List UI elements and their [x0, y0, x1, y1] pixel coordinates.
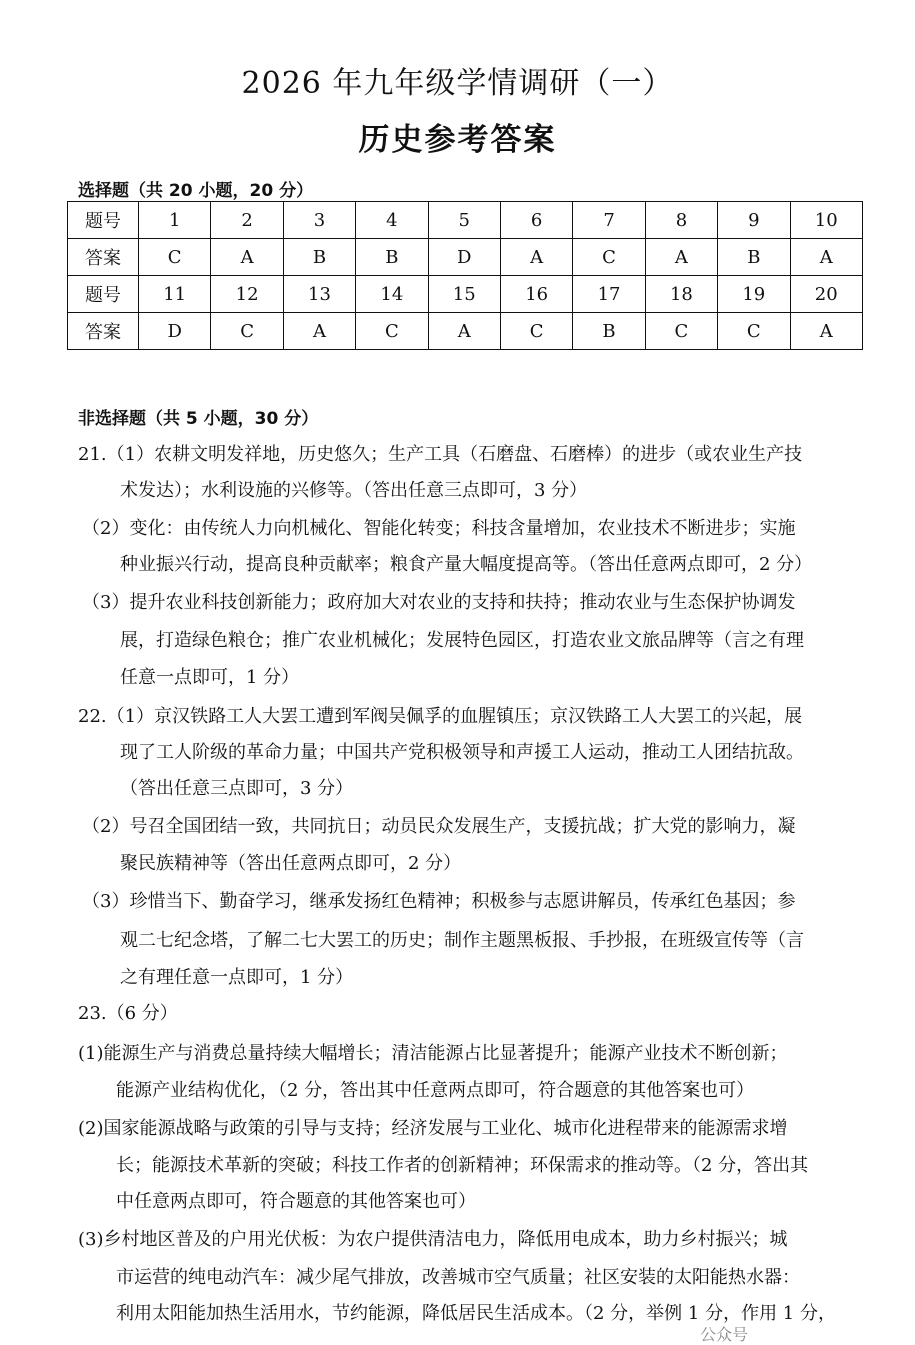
table-cell: 8	[645, 202, 717, 239]
table-cell: D	[428, 239, 500, 276]
table-cell: C	[139, 239, 211, 276]
table-cell: 4	[356, 202, 428, 239]
table-cell: B	[573, 313, 645, 350]
table-cell: D	[139, 313, 211, 350]
table-row	[68, 276, 863, 313]
table-cell: 9	[718, 202, 790, 239]
table-cell: 7	[573, 202, 645, 239]
table-cell: 1	[139, 202, 211, 239]
answer-line: （2）号召全国团结一致，共同抗日；动员民众发展生产，支援抗战；扩大党的影响力，凝	[82, 816, 796, 837]
answer-table	[67, 201, 863, 350]
answer-line: 21.（1）农耕文明发祥地，历史悠久；生产工具（石磨盘、石磨棒）的进步（或农业生产技	[78, 444, 803, 465]
table-cell: 6	[500, 202, 572, 239]
table-cell: C	[645, 313, 717, 350]
row-label: 答案	[68, 239, 139, 276]
answer-line: 展，打造绿色粮仓；推广农业机械化；发展特色园区，打造农业文旅品牌等（言之有理	[120, 630, 804, 651]
table-cell: 12	[211, 276, 283, 313]
table-cell: 10	[790, 202, 862, 239]
table-cell: C	[211, 313, 283, 350]
table-cell: B	[356, 239, 428, 276]
table-cell: A	[500, 239, 572, 276]
answer-line: 任意一点即可，1 分）	[120, 667, 300, 688]
table-row	[68, 239, 863, 276]
table-cell: 17	[573, 276, 645, 313]
table-cell: B	[718, 239, 790, 276]
table-cell: A	[211, 239, 283, 276]
table-cell: A	[645, 239, 717, 276]
answer-line: 22.（1）京汉铁路工人大罢工遭到军阀吴佩孚的血腥镇压；京汉铁路工人大罢工的兴起，展	[78, 706, 803, 727]
table-cell: C	[500, 313, 572, 350]
table-cell: 13	[283, 276, 355, 313]
table-cell: 5	[428, 202, 500, 239]
nonchoice-section-heading: 非选择题（共 5 小题，30 分）	[78, 409, 319, 429]
answer-line: 术发达）；水利设施的兴修等。（答出任意三点即可，3 分）	[120, 480, 588, 501]
answer-line: 观二七纪念塔，了解二七大罢工的历史；制作主题黑板报、手抄报，在班级宣传等（言	[120, 930, 804, 951]
row-label: 题号	[68, 202, 139, 239]
answer-line: (1)能源生产与消费总量持续大幅增长；清洁能源占比显著提升；能源产业技术不断创新；	[78, 1043, 788, 1064]
answer-line: (3)乡村地区普及的户用光伏板：为农户提供清洁电力，降低用电成本，助力乡村振兴；城	[78, 1229, 788, 1250]
table-cell: 18	[645, 276, 717, 313]
table-cell: A	[283, 313, 355, 350]
row-label: 答案	[68, 313, 139, 350]
answer-line: 中任意两点即可，符合题意的其他答案也可）	[116, 1191, 476, 1212]
table-cell: A	[790, 313, 862, 350]
table-cell: 14	[356, 276, 428, 313]
table-row	[68, 313, 863, 350]
table-cell: A	[428, 313, 500, 350]
answer-line: （3）珍惜当下、勤奋学习，继承发扬红色精神；积极参与志愿讲解员，传承红色基因；参	[82, 891, 796, 912]
answer-line: （3）提升农业科技创新能力；政府加大对农业的支持和扶持；推动农业与生态保护协调发	[82, 592, 796, 613]
answer-line: （答出任意三点即可，3 分）	[120, 778, 354, 799]
table-cell: 2	[211, 202, 283, 239]
answer-line: 种业振兴行动，提高良种贡献率；粮食产量大幅度提高等。（答出任意两点即可，2 分）	[120, 554, 813, 575]
table-cell: 19	[718, 276, 790, 313]
page-subtitle: 历史参考答案	[358, 122, 557, 158]
table-cell: 16	[500, 276, 572, 313]
table-cell: 20	[790, 276, 862, 313]
table-row	[68, 202, 863, 239]
answer-line: 长；能源技术革新的突破；科技工作者的创新精神；环保需求的推动等。（2 分，答出其	[116, 1155, 809, 1176]
answer-line: 能源产业结构优化，（2 分，答出其中任意两点即可，符合题意的其他答案也可）	[116, 1080, 755, 1101]
row-label: 题号	[68, 276, 139, 313]
answer-line: 之有理任意一点即可，1 分）	[120, 967, 354, 988]
table-cell: 11	[139, 276, 211, 313]
choice-section-heading: 选择题（共 20 小题，20 分）	[78, 181, 314, 201]
table-cell: C	[356, 313, 428, 350]
table-cell: B	[283, 239, 355, 276]
answer-line: 利用太阳能加热生活用水，节约能源，降低居民生活成本。（2 分，举例 1 分，作用 1 分，	[116, 1303, 836, 1324]
answer-line: 现了工人阶级的革命力量；中国共产党积极领导和声援工人运动，推动工人团结抗敌。	[120, 742, 804, 763]
answer-line: （2）变化：由传统人力向机械化、智能化转变；科技含量增加，农业技术不断进步；实施	[82, 518, 796, 539]
table-cell: A	[790, 239, 862, 276]
page-title: 2026 年九年级学情调研（一）	[241, 66, 674, 101]
table-cell: 3	[283, 202, 355, 239]
table-cell: C	[718, 313, 790, 350]
answer-line: 23.（6 分）	[78, 1003, 178, 1024]
watermark: 公众号	[700, 1325, 749, 1344]
answer-line: (2)国家能源战略与政策的引导与支持；经济发展与工业化、城市化进程带来的能源需求增	[78, 1118, 788, 1139]
table-cell: C	[573, 239, 645, 276]
answer-line: 聚民族精神等（答出任意两点即可，2 分）	[120, 853, 462, 874]
answer-line: 市运营的纯电动汽车：减少尾气排放，改善城市空气质量；社区安装的太阳能热水器：	[116, 1267, 800, 1288]
table-cell: 15	[428, 276, 500, 313]
